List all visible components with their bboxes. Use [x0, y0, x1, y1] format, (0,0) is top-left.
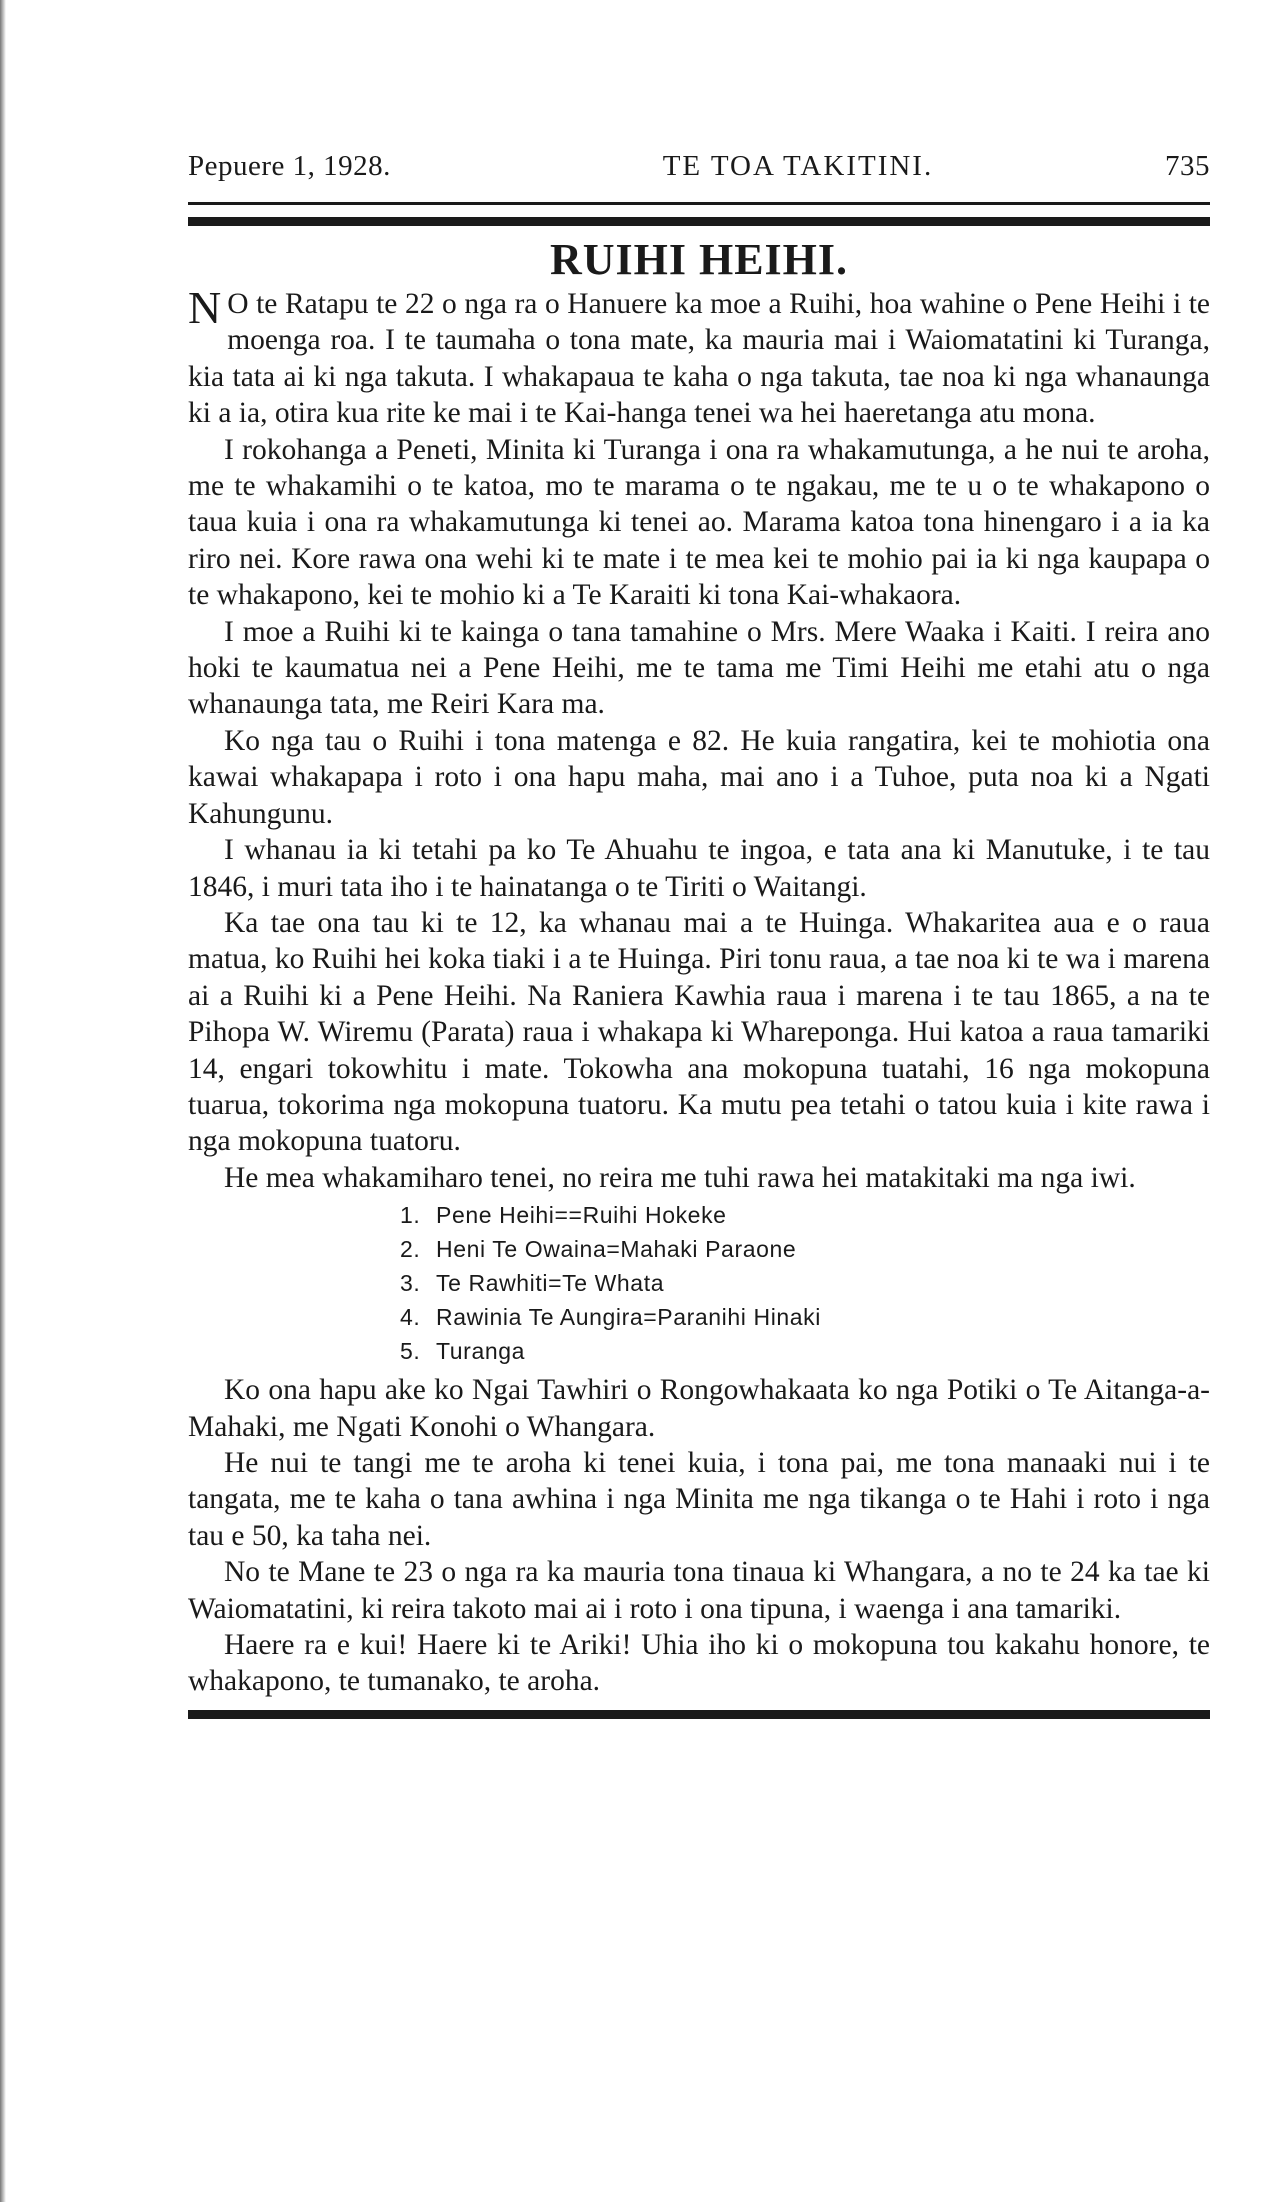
- lineage-item: [188, 1266, 1210, 1300]
- lineage-number: 3.: [400, 1270, 421, 1297]
- lineage-item: [188, 1334, 1210, 1368]
- lineage-list: [188, 1198, 1210, 1368]
- newspaper-page: [188, 150, 1210, 1719]
- running-head: [188, 150, 1210, 192]
- publication-title: TE TOA TAKITINI.: [662, 150, 934, 182]
- article-body: [188, 282, 1210, 1700]
- lineage-number: 5.: [400, 1338, 421, 1365]
- lineage-number: 1.: [400, 1202, 421, 1229]
- lineage-item: [188, 1300, 1210, 1334]
- paragraph: I whanau ia ki tetahi pa ko Te Ahuahu te ingoa, e tata ana ki Manutuke, i te tau 1846, i muri tata iho i te hainatanga o te Tiriti o Waitangi.: [188, 834, 1210, 903]
- paragraph: I moe a Ruihi ki te kainga o tana tamahine o Mrs. Mere Waaka i Kaiti. I reira ano hoki te kaumatua nei a Pene Heihi, me te tama me Timi Heihi me etahi atu o nga whanaunga tata, me Reiri Kara ma.: [188, 615, 1210, 721]
- lineage-text: Heni Te Owaina=Mahaki Paraone: [436, 1236, 797, 1263]
- page-number: 735: [1164, 150, 1210, 182]
- paragraph: No te Mane te 23 o nga ra ka mauria tona tinaua ki Whangara, a no te 24 ka tae ki Waiomatatini, ki reira takoto mai ai i roto i ona tipuna, i waenga i ana tamariki.: [188, 1556, 1210, 1625]
- paragraph: He nui te tangi me te aroha ki tenei kuia, i tona pai, me tona manaaki nui i te tangata, me te kaha o tana awhina i nga Minita me nga tikanga o te Hahi i roto i nga tau e 50, ka taha nei.: [188, 1446, 1210, 1552]
- paragraph: Ka tae ona tau ki te 12, ka whanau mai a te Huinga. Whakaritea aua e o raua matua, ko Ruihi hei koka tiaki i a te Huinga. Piri tonu raua, a tae noa ki te wa i marena ai a Ruihi ki a Pene Heihi. Na Raniera Kawhia raua i marena i te tau 1865, a na te Pihopa W. Wiremu (Parata) raua i whakapa ki Wharepongа. Hui katoa a raua tamariki 14, engari tokowhitu i mate. Tokowha ana mokopuna tuatahi, 16 nga mokopuna tuarua, tokorima nga mokopuna tuatoru. Ka mutu pea tetahi o tatou kuia i kite rawa i nga mokopuna tuatoru.: [188, 906, 1210, 1158]
- lineage-text: Rawinia Te Aungira=Paranihi Hinaki: [436, 1304, 821, 1331]
- header-rule-thick: [188, 217, 1210, 226]
- paragraph: Ko ona hapu ake ko Ngai Tawhiri o Rongowhakaata ko nga Potiki o Te Aitanga-a-Mahaki, me Ngati Konohi o Whangara.: [188, 1374, 1210, 1443]
- footer-rule: [188, 1710, 1210, 1719]
- lead-text: O te Ratapu te 22 o nga ra o Hanuere ka moe a Ruihi, hoa wahine o Pene Heihi i te moenga roa. I te taumaha o tona mate, ka mauria mai i Waiomatatini ki Turanga, kia tata ai ki nga takuta. I whakapaua te kaha o nga takuta, tae noa ki nga whanaunga ki a ia, otira kua rite ke mai i te Kai-hanga tenei wa hei haeretanga atu mona.: [188, 288, 1210, 430]
- paragraph: He mea whakamiharo tenei, no reira me tuhi rawa hei matakitaki ma nga iwi.: [224, 1161, 1136, 1194]
- drop-cap: N: [188, 282, 222, 333]
- article-title: RUIHI HEIHI.: [549, 235, 849, 284]
- issue-date: Pepuere 1, 1928.: [188, 150, 391, 182]
- lineage-text: Te Rawhiti=Te Whata: [436, 1270, 665, 1297]
- header-rule-thin: [188, 202, 1210, 205]
- lead-paragraph: [188, 282, 1210, 432]
- scan-spine-edge: [0, 0, 6, 2202]
- paragraph: Ko nga tau o Ruihi i tona matenga e 82. He kuia rangatira, kei te mohiotia ona kawai whakapapa i roto i ona hapu maha, mai ano i a Tuhoe, puta noa ki a Ngati Kahungunu.: [188, 724, 1210, 830]
- paragraph: Haere ra e kui! Haere ki te Ariki! Uhia iho ki o mokopuna tou kakahu honore, te whakapono, te tumanako, te aroha.: [188, 1629, 1210, 1698]
- lineage-item: [188, 1198, 1210, 1232]
- lineage-text: Pene Heihi==Ruihi Hokeke: [436, 1202, 727, 1229]
- lineage-item: [188, 1232, 1210, 1266]
- paragraph: I rokohanga a Peneti, Minita ki Turanga i ona ra whakamutunga, a he nui te aroha, me te whakamihi o te katoa, mo te marama o te ngakau, me te u o te whakapono o taua kuia i ona ra whakamutunga ki tenei ao. Marama katoa tona hinengaro i a ia ka riro nei. Kore rawa ona wehi ki te mate i te mea kei te mohio pai ia ki nga kaupapa o te whakapono, kei te mohio ki a Te Karaiti ki tona Kai-whakaora.: [188, 433, 1210, 612]
- lineage-number: 4.: [400, 1304, 421, 1331]
- lineage-text: Turanga: [436, 1338, 526, 1365]
- lineage-number: 2.: [400, 1236, 421, 1263]
